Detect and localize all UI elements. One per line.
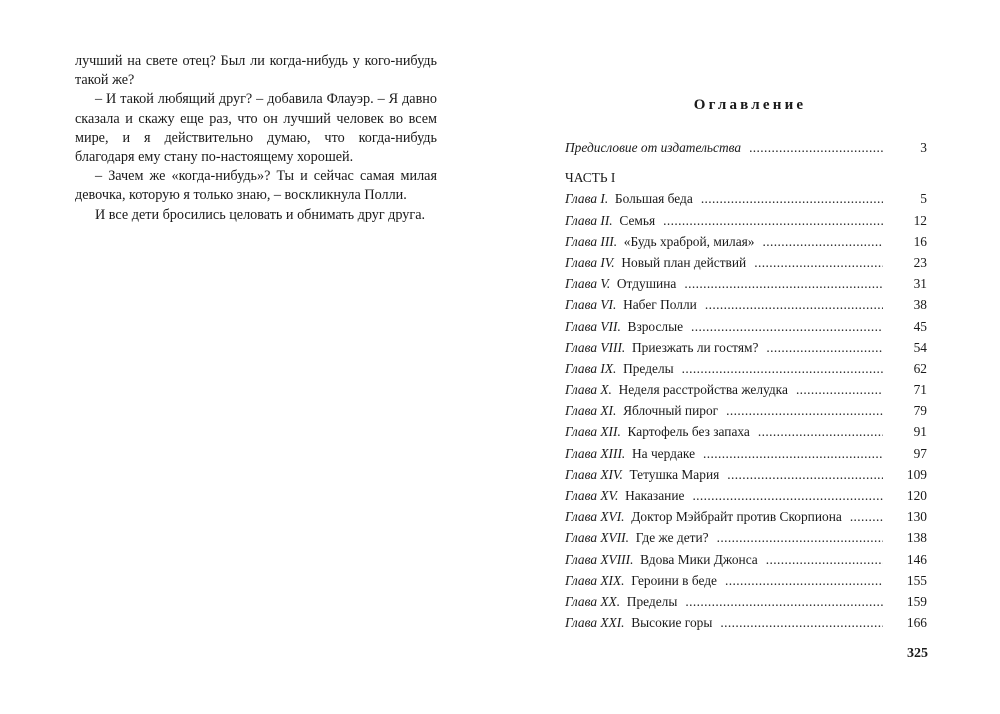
toc-chapter-title: Яблочный пирог bbox=[623, 403, 719, 419]
toc-chapter-page: 120 bbox=[906, 488, 927, 503]
toc-chapter-prefix: Глава IX. bbox=[565, 360, 617, 376]
right-page bbox=[500, 0, 1000, 714]
toc-chapter-title: Семья bbox=[619, 212, 656, 228]
toc-chapter-page: 38 bbox=[913, 297, 927, 313]
toc-leader-dots bbox=[796, 379, 883, 400]
toc-chapter-row bbox=[565, 485, 927, 506]
toc-preface-label: Предисловие от издательства bbox=[565, 140, 742, 155]
toc-title: Оглавление bbox=[693, 97, 807, 113]
toc-chapter-title: Высокие горы bbox=[631, 615, 713, 631]
toc-chapter-title: Героини в беде bbox=[631, 572, 717, 588]
toc-part-label: ЧАСТЬ I bbox=[565, 170, 616, 186]
toc-chapter-row bbox=[565, 210, 927, 231]
toc-chapter-prefix: Глава VIII. bbox=[565, 339, 626, 355]
toc-leader-dots bbox=[691, 316, 883, 337]
toc-chapter-title: «Будь храброй, милая» bbox=[623, 233, 755, 249]
toc-chapter-row bbox=[565, 400, 927, 421]
toc-chapter-title: Тетушка Мария bbox=[629, 466, 720, 482]
toc-leader-dots bbox=[720, 612, 883, 633]
page-number: 325 bbox=[907, 646, 928, 661]
toc-chapter-title: Взрослые bbox=[627, 318, 684, 334]
toc-chapter-prefix: Глава XXI. bbox=[565, 615, 625, 631]
toc-chapter-prefix: Глава XIII. bbox=[565, 445, 626, 461]
toc-chapter-prefix: Глава I. bbox=[565, 191, 609, 207]
toc-chapter-title: Новый план действий bbox=[621, 254, 747, 270]
toc-chapter-row bbox=[565, 549, 927, 570]
toc-chapter-list bbox=[565, 188, 927, 633]
toc-chapter-page: 97 bbox=[913, 445, 927, 461]
paragraph-1: лучший на свете отец? Был ли когда-нибудь у кого-нибудь такой же? bbox=[75, 53, 437, 89]
toc-chapter-prefix: Глава XIV. bbox=[565, 466, 623, 482]
toc-chapter-page: 16 bbox=[913, 233, 927, 249]
toc-chapter-title: Пределы bbox=[623, 360, 674, 376]
toc-chapter-page: 155 bbox=[906, 572, 927, 588]
toc-leader-dots bbox=[763, 231, 884, 252]
toc-chapter-row bbox=[565, 591, 927, 612]
toc-chapter-row bbox=[565, 273, 927, 294]
toc-chapter-prefix: Глава II. bbox=[565, 212, 613, 228]
story-text bbox=[75, 52, 437, 225]
toc-leader-dots bbox=[725, 570, 883, 591]
toc-chapter-row bbox=[565, 464, 927, 485]
toc-leader-dots bbox=[705, 294, 883, 315]
toc-chapter-title: Пределы bbox=[626, 593, 678, 609]
toc-leader-dots bbox=[766, 549, 883, 570]
toc-chapter-row bbox=[565, 612, 927, 633]
toc-chapter-page: 31 bbox=[913, 276, 927, 292]
toc-chapter-page: 91 bbox=[913, 424, 927, 440]
paragraph-3: – Зачем же «когда-нибудь»? Ты и сейчас самая милая девочка, которую я только знаю, – воскликнула Полли. bbox=[75, 168, 437, 204]
toc-chapter-page: 45 bbox=[913, 318, 927, 334]
toc-leader-dots bbox=[663, 210, 883, 231]
toc-chapter-prefix: Глава X. bbox=[565, 382, 612, 398]
toc-chapter-prefix: Глава IV. bbox=[565, 254, 615, 270]
toc-chapter-title: Приезжать ли гостям? bbox=[631, 339, 759, 355]
toc-chapter-row bbox=[565, 443, 927, 464]
toc-leader-dots bbox=[701, 188, 883, 209]
toc-leader-dots bbox=[717, 527, 883, 548]
toc-chapter-page: 146 bbox=[906, 551, 927, 567]
toc-chapter-row bbox=[565, 527, 927, 548]
toc-chapter-prefix: Глава VII. bbox=[565, 318, 621, 334]
toc-leader-dots bbox=[703, 443, 883, 464]
toc-chapter-title: Доктор Мэйбрайт против Скорпиона bbox=[631, 509, 842, 525]
toc-chapter-row bbox=[565, 421, 927, 442]
toc-chapter-row bbox=[565, 316, 927, 337]
toc-chapter-title: Большая беда bbox=[614, 191, 693, 207]
toc-chapter-prefix: Глава XX. bbox=[565, 593, 621, 609]
toc-chapter-title: Отдушина bbox=[616, 276, 677, 292]
toc-leader-dots bbox=[685, 591, 883, 612]
toc-chapter-title: Где же дети? bbox=[635, 530, 709, 546]
toc-chapter-page: 79 bbox=[913, 403, 927, 419]
toc-chapter-prefix: Глава VI. bbox=[565, 297, 617, 313]
toc-chapter-page: 5 bbox=[920, 191, 927, 207]
toc-chapter-title: Неделя расстройства желудка bbox=[618, 382, 788, 398]
toc-chapter-prefix: Глава XVI. bbox=[565, 509, 625, 525]
toc-chapter-prefix: Глава XV. bbox=[565, 488, 619, 503]
toc-chapter-row bbox=[565, 294, 927, 315]
toc-leader-dots bbox=[850, 506, 883, 527]
table-of-contents bbox=[565, 137, 927, 633]
paragraph-2: – И такой любящий друг? – добавила Флауэр. – Я давно сказала и скажу еще раз, что он лучший человек во всем мире, и я действительно думаю, что когда-нибудь благодаря ему стану по-настоящему хорошей. bbox=[75, 91, 437, 166]
toc-chapter-row bbox=[565, 570, 927, 591]
toc-chapter-page: 71 bbox=[913, 382, 927, 398]
paragraph-4: И все дети бросились целовать и обнимать друг друга. bbox=[95, 206, 426, 223]
toc-chapter-prefix: Глава V. bbox=[565, 276, 611, 292]
toc-chapter-title: Набег Полли bbox=[623, 297, 697, 313]
toc-chapter-prefix: Глава XVIII. bbox=[565, 551, 634, 567]
toc-chapter-title: На чердаке bbox=[631, 445, 696, 461]
toc-chapter-page: 54 bbox=[913, 339, 927, 355]
toc-chapter-row bbox=[565, 231, 927, 252]
toc-leader-dots bbox=[684, 273, 883, 294]
toc-chapter-title: Вдова Мики Джонса bbox=[640, 551, 758, 567]
toc-leader-dots bbox=[758, 421, 883, 442]
toc-chapter-row bbox=[565, 188, 927, 209]
toc-chapter-prefix: Глава XII. bbox=[565, 424, 621, 440]
toc-chapter-page: 130 bbox=[906, 509, 927, 525]
toc-chapter-page: 62 bbox=[913, 360, 927, 376]
toc-leader-dots bbox=[726, 400, 883, 421]
toc-chapter-prefix: Глава XI. bbox=[565, 403, 617, 419]
toc-leader-dots bbox=[682, 358, 883, 379]
toc-chapter-page: 159 bbox=[906, 593, 927, 609]
toc-chapter-prefix: Глава XIX. bbox=[565, 572, 625, 588]
toc-preface-page: 3 bbox=[920, 140, 927, 155]
toc-chapter-page: 12 bbox=[913, 212, 927, 228]
toc-chapter-title: Картофель без запаха bbox=[627, 424, 750, 440]
toc-chapter-title: Наказание bbox=[625, 488, 685, 503]
toc-chapter-page: 23 bbox=[913, 254, 927, 270]
toc-leader-dots bbox=[749, 137, 883, 158]
toc-chapter-page: 138 bbox=[906, 530, 927, 546]
toc-leader-dots bbox=[727, 464, 883, 485]
toc-chapter-page: 109 bbox=[906, 466, 927, 482]
toc-leader-dots bbox=[754, 252, 883, 273]
toc-preface-row bbox=[565, 137, 927, 158]
toc-chapter-prefix: Глава III. bbox=[565, 233, 618, 249]
toc-leader-dots bbox=[692, 485, 883, 506]
toc-chapter-row bbox=[565, 506, 927, 527]
toc-chapter-row bbox=[565, 379, 927, 400]
toc-chapter-row bbox=[565, 337, 927, 358]
toc-chapter-row bbox=[565, 252, 927, 273]
toc-chapter-row bbox=[565, 358, 927, 379]
toc-chapter-page: 166 bbox=[906, 615, 927, 631]
toc-chapter-prefix: Глава XVII. bbox=[565, 530, 629, 546]
toc-leader-dots bbox=[766, 337, 883, 358]
